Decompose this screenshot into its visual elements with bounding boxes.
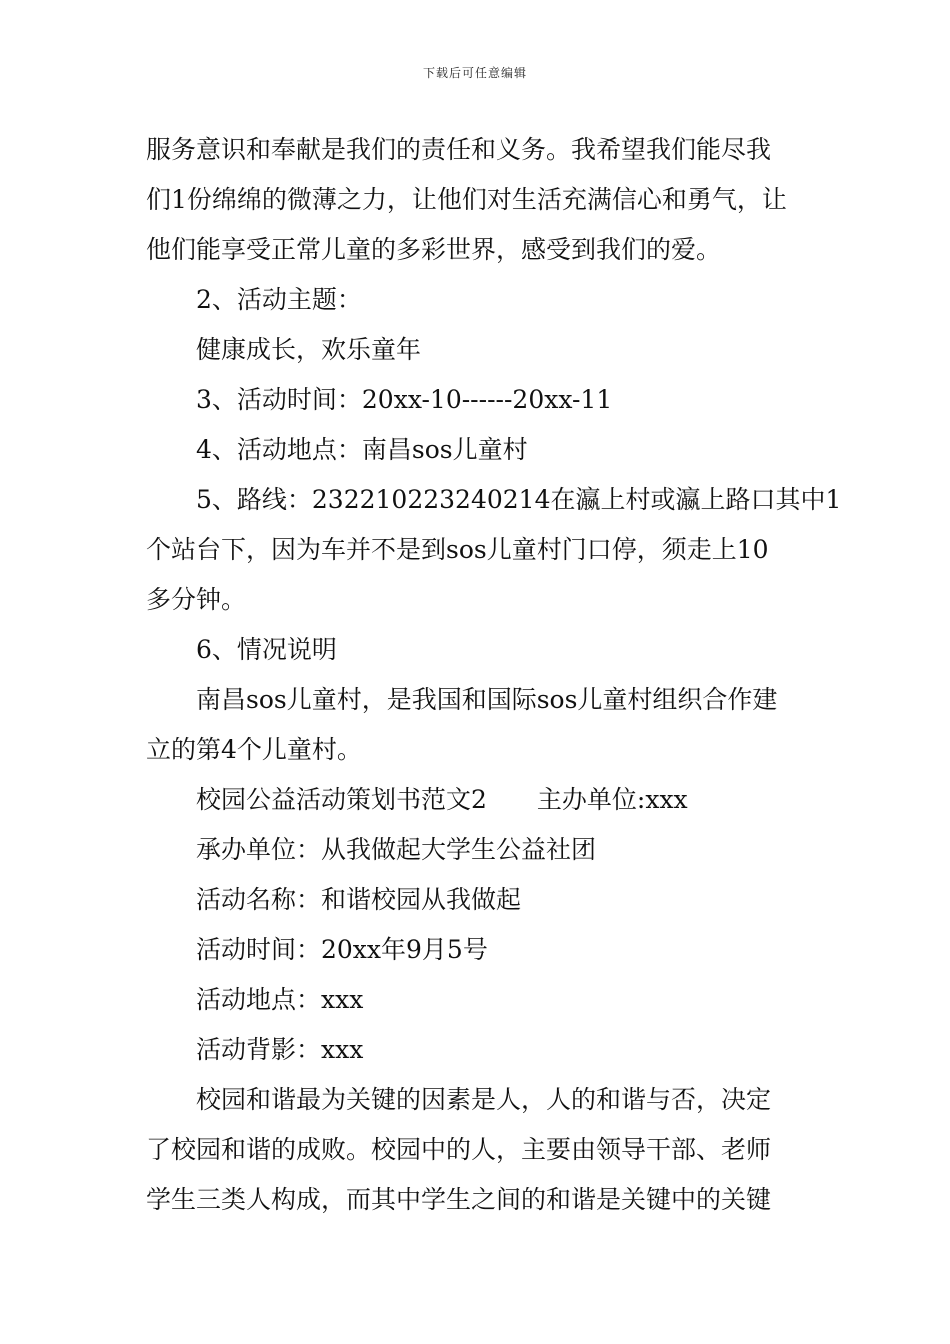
paragraph-line: 南昌sos儿童村，是我国和国际sos儿童村组织合作建: [196, 685, 778, 714]
info-line: 活动地点：xxx: [196, 985, 364, 1014]
info-line: 承办单位：从我做起大学生公益社团: [196, 835, 597, 864]
doc-title: 校园公益活动策划书范文2: [196, 785, 487, 814]
paragraph-line: 校园和谐最为关键的因素是人，人的和谐与否，决定: [196, 1085, 772, 1114]
section-heading: 6、情况说明: [196, 635, 337, 664]
paragraph-line: 了校园和谐的成败。校园中的人，主要由领导干部、老师: [146, 1135, 772, 1164]
section-heading: 3、活动时间：20xx-10------20xx-11: [196, 385, 613, 414]
info-line: 活动名称：和谐校园从我做起: [196, 885, 522, 914]
paragraph-line: 健康成长，欢乐童年: [196, 335, 422, 364]
info-line: 活动时间：20xx年9月5号: [196, 935, 488, 964]
paragraph-line: 们1份绵绵的微薄之力，让他们对生活充满信心和勇气，让: [146, 185, 787, 214]
paragraph-line: 他们能享受正常儿童的多彩世界，感受到我们的爱。: [146, 235, 722, 264]
paragraph-line: 个站台下，因为车并不是到sos儿童村门口停，须走上10: [146, 535, 769, 564]
paragraph-line: 多分钟。: [146, 585, 247, 614]
paragraph-line: 立的第4个儿童村。: [146, 735, 362, 764]
organizer: 主办单位:xxx: [536, 785, 688, 814]
paragraph-line: 服务意识和奉献是我们的责任和义务。我希望我们能尽我: [146, 135, 772, 164]
paragraph-line: 学生三类人构成，而其中学生之间的和谐是关键中的关键: [146, 1185, 772, 1214]
section-heading: 5、路线：232210223240214在瀛上村或瀛上路口其中1: [196, 485, 842, 514]
doc-title-line: [146, 775, 808, 825]
section-heading: 2、活动主题：: [196, 285, 362, 314]
document-body: [146, 125, 842, 1225]
page-header: 下载后可任意编辑: [422, 66, 527, 80]
info-line: 活动背影：xxx: [196, 1035, 364, 1064]
section-heading: 4、活动地点：南昌sos儿童村: [196, 435, 528, 464]
